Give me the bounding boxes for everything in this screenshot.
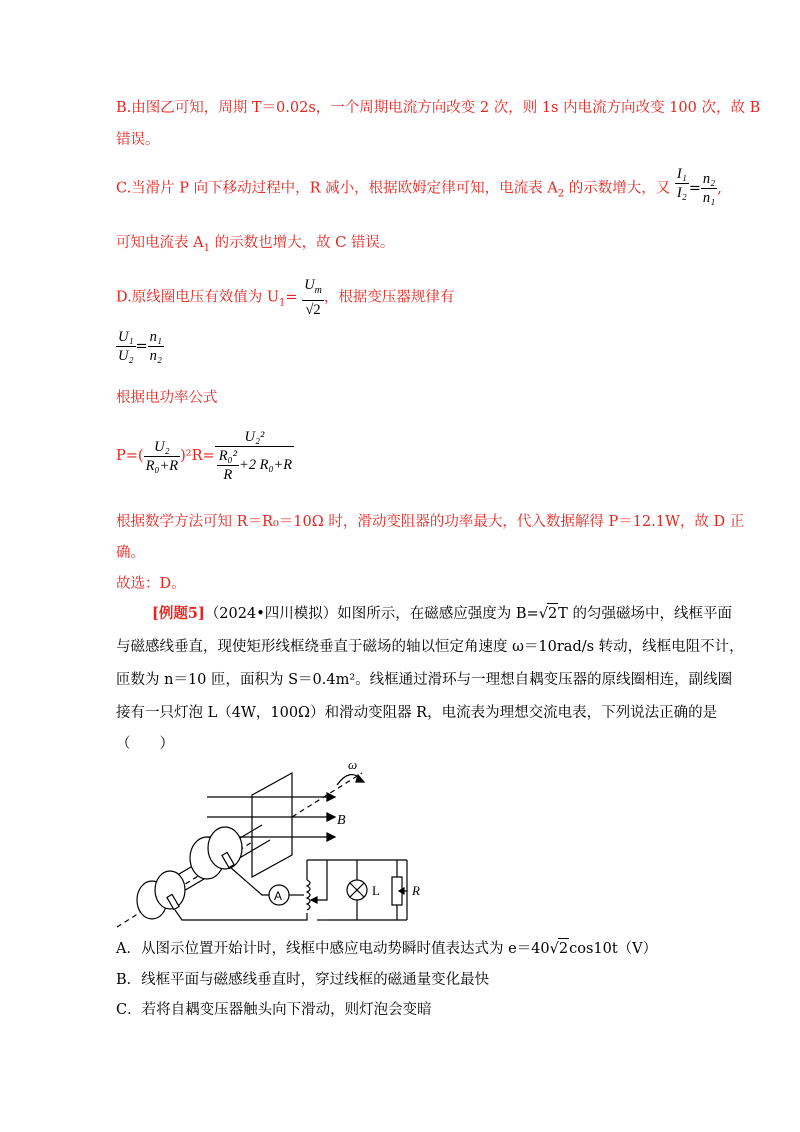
power-lhs: P — [116, 448, 126, 464]
solution-c-text: C.当滑片 P 向下移动过程中，R 减小，根据欧姆定律可知，电流表 A — [116, 180, 558, 197]
solution-b-line1: B.由图乙可知，周期 T＝0.02s，一个周期电流方向改变 2 次，则 1s 内电流方向改变 100 次，故 B — [116, 100, 761, 116]
example-sqrt: 2 — [547, 603, 558, 624]
solution-c2-sub: 1 — [203, 242, 210, 254]
frac-num — [302, 276, 324, 301]
b-field-label: B — [337, 813, 346, 828]
example-line3: 匝数为 n＝10 匝，面积为 S＝0.4m²。线框通过滑环与一理想自耦变压器的原线圈相连，副线圈 — [116, 672, 733, 688]
coil-frame — [252, 773, 292, 877]
example-line1-tail: T 的匀强磁场中，线框平面 — [558, 606, 732, 622]
solution-b-line2: 错误。 — [116, 132, 160, 148]
math-line2: 确。 — [116, 545, 145, 561]
power-squared-r: ²R — [185, 448, 203, 464]
eq-left-fraction — [116, 328, 136, 365]
power-caption: 根据电功率公式 — [116, 390, 218, 406]
power-rhs-fraction — [215, 428, 294, 484]
example-line1: [例题5]（2024•四川模拟）如图所示，在磁感应强度为 B=√2T 的匀强磁场中，线框平面 — [152, 605, 732, 622]
power-inner-fraction — [144, 438, 181, 475]
frac-den: n₂ — [149, 348, 162, 364]
frac-num: I₁ — [676, 166, 687, 182]
ammeter-label: A — [274, 889, 283, 903]
frac-num: n₁ — [149, 329, 162, 345]
frac-num-main: U — [304, 277, 315, 293]
solution-d-tail: ，根据变压器规律有 — [323, 289, 455, 306]
frac-den: I₂ — [676, 185, 687, 201]
frac-den: √2 — [305, 301, 321, 318]
rheostat-label: R — [412, 883, 420, 898]
solution-d-eq: = — [285, 289, 298, 306]
solution-d-line1 — [116, 276, 454, 319]
current-ratio-right — [701, 170, 717, 207]
frac-den: U₂ — [118, 348, 134, 364]
option-c: C．若将自耦变压器触头向下滑动，则灯泡会变暗 — [116, 1002, 432, 1018]
autotransformer-coil — [307, 880, 310, 910]
omega-label: ω — [348, 757, 358, 772]
example-line2: 与磁感线垂直，现使矩形线框绕垂直于磁场的轴以恒定角速度 ω＝10rad/s 转动，线框电阻不计， — [116, 639, 744, 655]
option-a: A．从图示位置开始计时，线框中感应电动势瞬时值表达式为 e＝40√2cos10t（V） — [116, 938, 657, 959]
frac-num: n₂ — [702, 171, 716, 187]
example-line4: 接有一只灯泡 L（4W，100Ω）和滑动变阻器 R，电流表为理想交流电表，下列说法正确的是 — [116, 705, 718, 721]
generator-circuit-diagram — [112, 755, 442, 930]
frac-den: R₀+R — [145, 457, 179, 474]
current-ratio-left — [675, 165, 689, 202]
frac-num: U₂² — [215, 428, 294, 447]
option-a-sqrt: 2 — [558, 938, 569, 959]
solution-c-tail: 的示数增大，又 — [564, 180, 671, 197]
solution-c-sub: 2 — [557, 188, 565, 200]
equation-power: P=( $\frac{\text{U₂}}{\text{R₀+R}}$ )²R= U₂² $\frac{\text{R₀²}}{R}$ +2 R₀+R — [116, 429, 293, 483]
lamp-label: L — [372, 883, 380, 898]
frac-den — [215, 447, 294, 484]
frac-num: U₂ — [144, 438, 181, 457]
voltage-fraction — [302, 276, 324, 319]
equation-voltage-ratio: $\frac{\text{U₁}}{\text{U₂}}$ = $\frac{\text{n₁}}{\text{n₂}}$ — [118, 329, 162, 364]
nested-fraction — [217, 447, 239, 484]
nested-num: R₀² — [218, 448, 237, 464]
nested-den: R — [223, 467, 233, 483]
solution-c-line1: C.当滑片 P 向下移动过程中，R 减小，根据欧姆定律可知，电流表 $A_2$ 的示数增大，又 $\frac{\text{I₁}}{\text{I₂}}$ = $\frac{\text{n₂}}{\text{n₁}}$ , — [116, 166, 722, 206]
example-tag: [例题5] — [152, 605, 205, 622]
option-a-tail: cos10t（V） — [569, 941, 658, 957]
solution-c2-tail: 的示数也增大，故 C 错误。 — [209, 235, 395, 251]
option-b: B．线框平面与磁感线垂直时，穿过线框的磁通量变化最快 — [116, 972, 490, 988]
frac-den: n₁ — [702, 190, 716, 206]
eq-right-fraction — [148, 328, 164, 365]
frac-num: U₁ — [118, 329, 134, 345]
example-line1-text: （2024•四川模拟）如图所示，在磁感应强度为 B= — [204, 606, 539, 622]
option-a-text: A．从图示位置开始计时，线框中感应电动势瞬时值表达式为 e＝40 — [116, 941, 550, 957]
frac-num-sub: m — [314, 284, 322, 296]
solution-d-sub: 1 — [279, 297, 286, 309]
solution-c-line2 — [116, 233, 394, 259]
solution-c2-text: 可知电流表 A — [116, 235, 204, 251]
example-line5: （ ） — [116, 736, 174, 752]
answer: 故选：D。 — [116, 576, 186, 592]
math-line1: 根据数学方法可知 R＝R₀＝10Ω 时，滑动变阻器的功率最大，代入数据解得 P＝12.1W，故 D 正 — [116, 514, 745, 530]
solution-d-text: D.原线圈电压有效值为 U — [116, 289, 280, 306]
frac-den-tail: +2 R₀+R — [238, 456, 293, 473]
